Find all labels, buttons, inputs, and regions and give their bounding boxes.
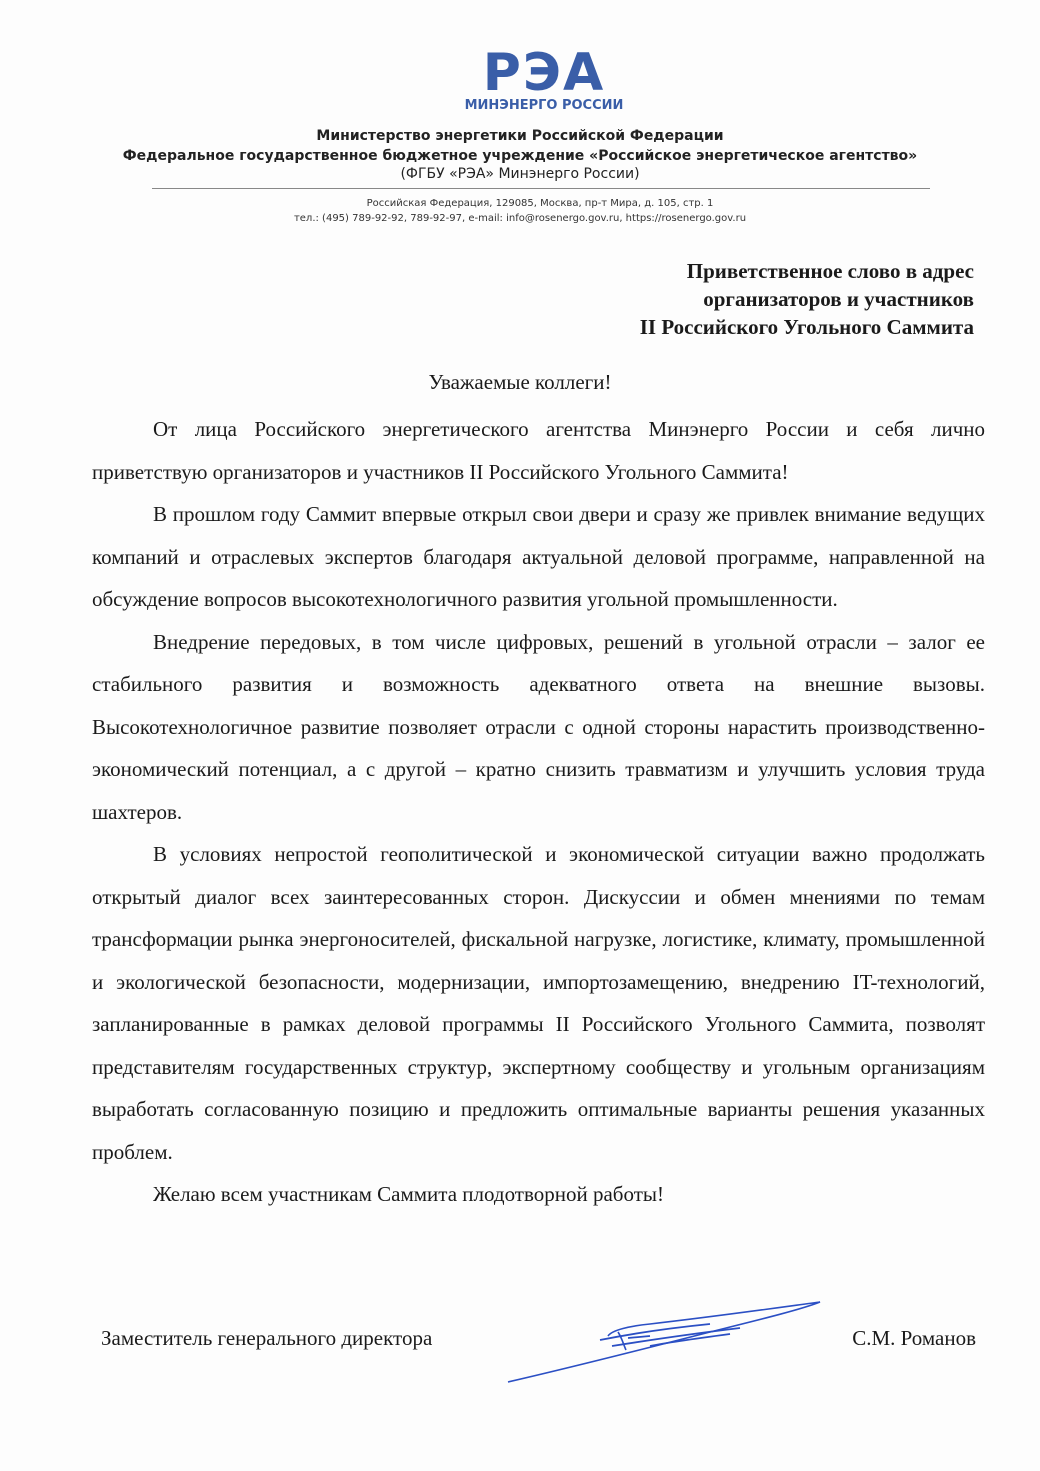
rea-logo (434, 44, 654, 114)
letter-body (92, 408, 985, 1216)
signatory-role: Заместитель генерального директора (101, 1326, 433, 1350)
agency-address: Российская Федерация, 129085, Москва, пр-т Мира, д. 105, стр. 1 (366, 198, 714, 209)
agency-contacts: тел.: (495) 789-92-92, 789-92-97, e-mail: info@rosenergo.gov.ru, https://rosenergo.gov.ru (293, 213, 747, 224)
body-paragraph: В условиях непростой геополитической и экономической ситуации важно продолжать открытый диалог всех заинтересованных сторон. Дискуссии и обмен мнениями по темам трансформации рынка энергоносителей, фискальной нагрузке, логистике, климату, промышленной и экологической безопасности, модернизации, импортозамещению, внедрению IT-технологий, запланированные в рамках деловой программы II Российского Угольного Саммита, позволят представителям государственных структур, экспертному сообществу и угольным организациям выработать согласованную позицию и предложить оптимальные варианты решения указанных проблем. (92, 842, 985, 1164)
title-line: II Российского Угольного Саммита (639, 315, 974, 339)
body-paragraph: От лица Российского энергетического агентства Минэнерго России и себя лично приветствую организаторов и участников II Российского Угольного Саммита! (92, 417, 985, 484)
greeting: Уважаемые коллеги! (428, 370, 612, 394)
agency-name: Федеральное государственное бюджетное учреждение «Российское энергетическое агентство» (122, 148, 918, 164)
body-paragraph: Желаю всем участникам Саммита плодотворной работы! (153, 1182, 664, 1206)
title-line: организаторов и участников (703, 287, 974, 311)
header-divider (152, 188, 930, 189)
title-line: Приветственное слово в адрес (686, 259, 974, 283)
letter-title (640, 257, 974, 341)
logo-subtitle: МИНЭНЕРГО РОССИИ (464, 98, 624, 113)
handwritten-signature (500, 1290, 830, 1390)
ministry-name: Министерство энергетики Российской Федерации (316, 128, 724, 144)
body-paragraph: Внедрение передовых, в том числе цифровых, решений в угольной отрасли – залог ее стабильного развития и возможность адекватного ответа на внешние вызовы. Высокотехнологичное развитие позволяет отрасли с одной стороны нарастить производственно-экономический потенциал, а с другой – кратно снизить травматизм и улучшить условия труда шахтеров. (92, 629, 985, 824)
logo-text: РЭА (482, 44, 606, 103)
agency-short-name: (ФГБУ «РЭА» Минэнерго России) (400, 166, 640, 182)
body-paragraph: В прошлом году Саммит впервые открыл свои двери и сразу же привлек внимание ведущих компаний и отраслевых экспертов благодаря актуальной деловой программе, направленной на обсуждение вопросов высокотехнологичного развития угольной промышленности. (92, 502, 985, 611)
signatory-name: С.М. Романов (852, 1326, 976, 1350)
